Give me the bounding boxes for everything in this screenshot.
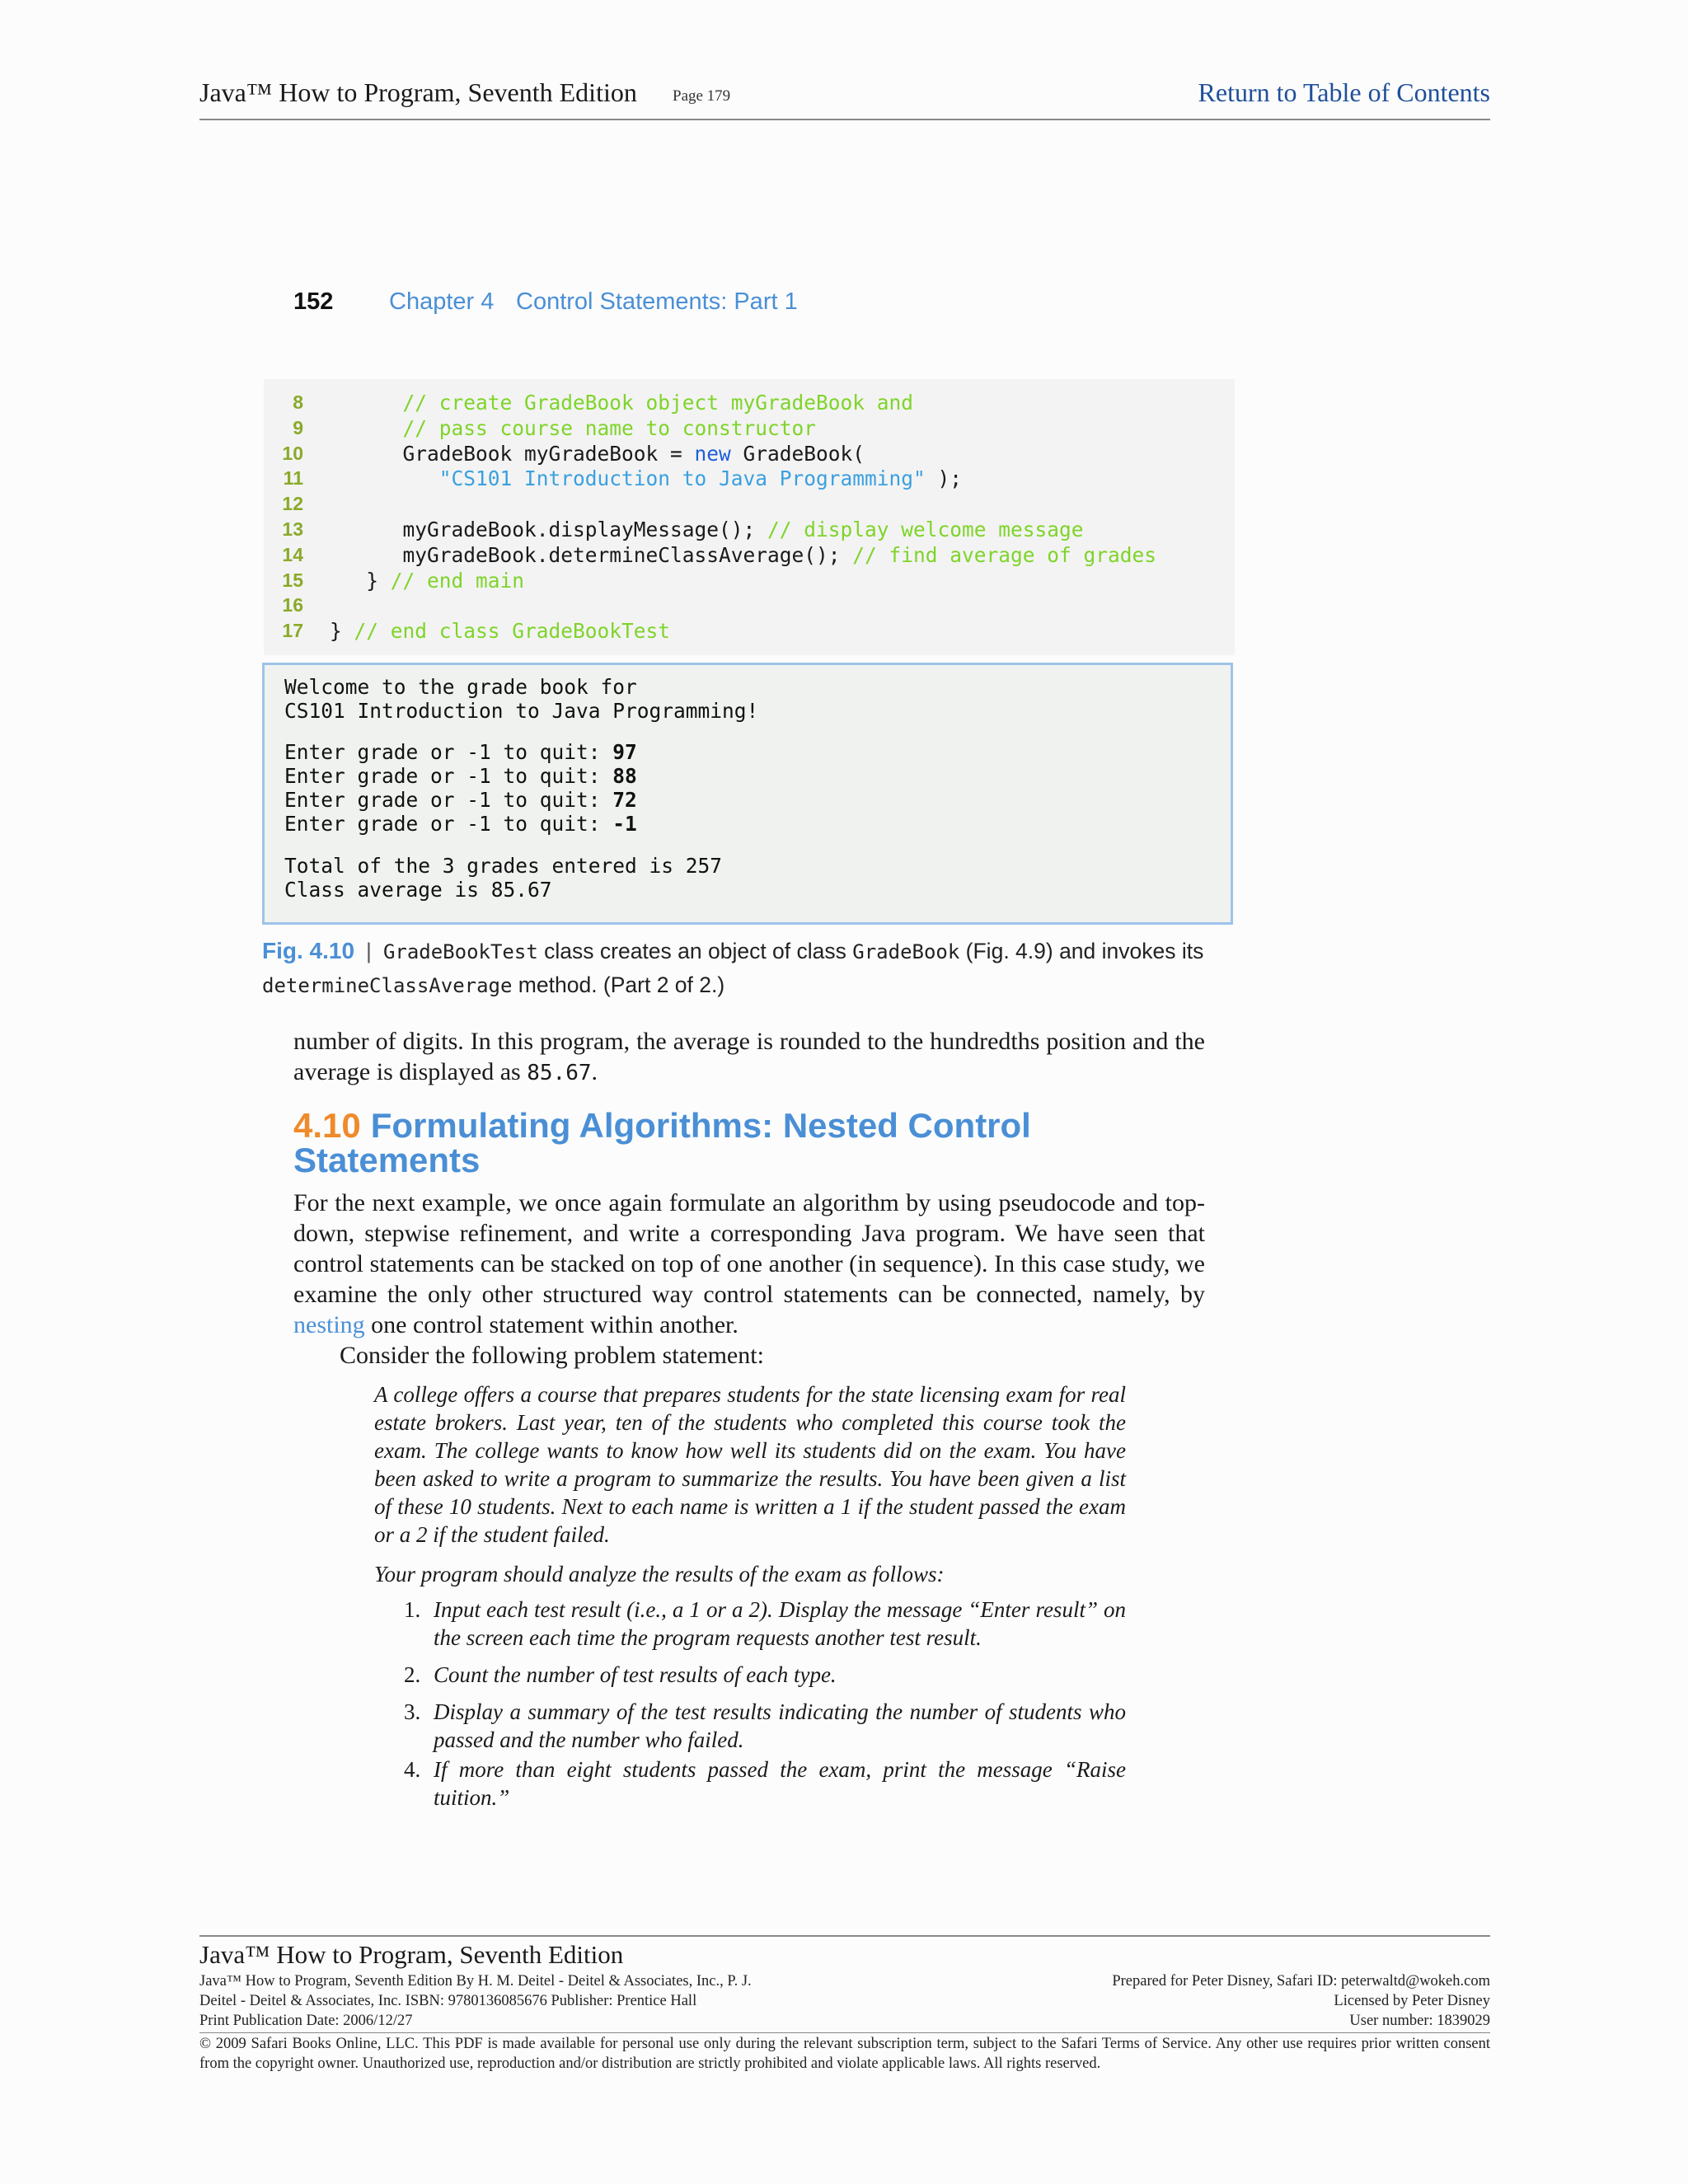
code-line: [264, 491, 1235, 517]
figure-label: Fig. 4.10: [262, 938, 355, 963]
code-comment: // create GradeBook object myGradeBook and: [402, 391, 914, 415]
code-line: [264, 466, 1235, 491]
user-input-value: 72: [612, 788, 637, 812]
chapter-title: Control Statements: Part 1: [516, 288, 798, 315]
problem-lead: Your program should analyze the results of the exam as follows:: [374, 1562, 945, 1586]
inline-code: 85.67: [527, 1061, 592, 1085]
term-nesting-link[interactable]: nesting: [293, 1311, 365, 1338]
code-token: }: [330, 568, 391, 593]
problem-list-item: [404, 1755, 1126, 1811]
footer-book-info: Java™ How to Program, Seventh Edition By H. M. Deitel - Deitel & Associates, Inc., P. J.: [199, 1973, 752, 1990]
code-string: "CS101 Introduction to Java Programming": [438, 466, 926, 491]
code-text: [330, 441, 865, 466]
caption-method-name: determineClassAverage: [262, 974, 513, 997]
problem-statement: A college offers a course that prepares students for the state licensing exam for real estate brokers. Last year, ten of the students who completed this course took the exam. The college wants to know how well its students did on the exam. You have been asked to write a program to summarize the results. You have been given a list of these 10 students. Next to each name is written a 1 if the student passed the exam or a 2 if the student failed.: [374, 1382, 1126, 1547]
output-text: Enter grade or -1 to quit:: [284, 812, 613, 836]
line-number: 13: [282, 518, 303, 540]
paragraph-nesting: [293, 1188, 1205, 1340]
footer-publication-date: Print Publication Date: 2006/12/27: [199, 2013, 413, 2029]
code-text: [330, 542, 1156, 568]
output-text: Enter grade or -1 to quit:: [284, 740, 613, 764]
code-token: }: [330, 619, 354, 644]
output-line: [284, 812, 637, 836]
caption-text-2: (Fig. 4.9) and invokes its: [959, 939, 1204, 963]
footer-user-number: User number: 1839029: [1349, 2013, 1490, 2029]
output-line: [284, 854, 722, 878]
running-head: [293, 288, 1282, 325]
code-comment: // end main: [390, 568, 525, 593]
code-text: [330, 390, 913, 415]
problem-list-item: [404, 1698, 1126, 1754]
footer-divider: [199, 2032, 1490, 2033]
paragraph-average: [293, 1026, 1205, 1089]
user-input-value: 97: [612, 740, 637, 764]
program-output: [262, 663, 1233, 925]
code-comment: // find average of grades: [852, 542, 1157, 567]
code-line: [264, 441, 1235, 466]
footer-title: Java™ How to Program, Seventh Edition: [199, 1940, 624, 1969]
page-header: [199, 73, 1490, 120]
output-line: [284, 764, 637, 788]
caption-text-3: method. (Part 2 of 2.): [512, 972, 725, 997]
code-token: GradeBook myGradeBook =: [330, 441, 695, 466]
code-token: GradeBook(: [730, 441, 865, 466]
output-line: [284, 788, 637, 812]
line-number: 10: [282, 442, 303, 464]
output-text: Class average is 85.67: [284, 878, 552, 902]
code-keyword: new: [694, 441, 731, 466]
code-comment: // pass course name to constructor: [402, 415, 817, 440]
code-text: [330, 517, 1084, 542]
code-text: [330, 415, 816, 441]
problem-list-item: [404, 1596, 1126, 1652]
output-text: CS101 Introduction to Java Programming!: [284, 699, 759, 723]
list-item-text: Count the number of test results of each type.: [434, 1662, 837, 1687]
list-item-text: If more than eight students passed the exam, print the message “Raise tuition.”: [434, 1757, 1126, 1810]
list-item-text: Display a summary of the test results indicating the number of students who passed and the number who failed.: [434, 1699, 1126, 1752]
output-line: [284, 878, 552, 902]
page-footer: [199, 1935, 1490, 2072]
line-number: 12: [282, 493, 303, 515]
code-text: [330, 466, 962, 491]
code-line: [264, 542, 1235, 568]
list-item-number: 2.: [404, 1662, 421, 1687]
list-item-text: Input each test result (i.e., a 1 or a 2). Display the message “Enter result” on the screen each time the program requests another test result.: [434, 1597, 1126, 1650]
line-number: 16: [282, 594, 303, 616]
code-comment: // display welcome message: [767, 518, 1084, 541]
output-line: [284, 675, 637, 699]
line-number: 17: [282, 620, 303, 642]
caption-class-name: GradeBookTest: [382, 940, 538, 963]
problem-list-item: [404, 1661, 1126, 1689]
list-item-number: 4.: [404, 1757, 421, 1782]
code-text: [330, 618, 670, 644]
line-number: 11: [283, 467, 303, 490]
code-token: [330, 466, 439, 490]
code-line: [264, 415, 1235, 441]
page-number: 152: [293, 288, 334, 315]
code-token: myGradeBook.displayMessage();: [330, 518, 768, 541]
paragraph-end: .: [591, 1058, 598, 1085]
list-item-number: 3.: [404, 1699, 421, 1724]
code-line: [264, 593, 1235, 618]
code-token: [330, 416, 403, 440]
line-number: 14: [282, 543, 303, 565]
figure-caption: [262, 935, 1235, 1002]
output-text: Enter grade or -1 to quit:: [284, 788, 613, 812]
page-label: Page 179: [673, 87, 731, 105]
code-token: myGradeBook.determineClassAverage();: [330, 542, 853, 567]
paragraph-text: number of digits. In this program, the average is rounded to the hundredths position and the average is displayed as: [293, 1028, 1205, 1085]
user-input-value: -1: [612, 812, 637, 836]
code-line: [264, 390, 1235, 415]
code-line: [264, 618, 1235, 644]
section-number: 4.10: [293, 1106, 361, 1145]
code-token: [330, 391, 403, 415]
paragraph-consider: Consider the following problem statement:: [340, 1342, 764, 1369]
footer-isbn-info: Deitel - Deitel & Associates, Inc. ISBN: 9780136085676 Publisher: Prentice Hall: [199, 1993, 697, 2009]
line-number: 8: [293, 391, 303, 413]
section-heading: [293, 1108, 1200, 1178]
code-line: [264, 568, 1235, 593]
output-text: Welcome to the grade book for: [284, 675, 637, 699]
user-input-value: 88: [612, 764, 637, 788]
list-item-number: 1.: [404, 1597, 421, 1622]
code-text: [330, 568, 524, 593]
output-line: [284, 699, 758, 723]
output-text: Enter grade or -1 to quit:: [284, 764, 613, 788]
output-line: [284, 740, 637, 764]
footer-licensed-by: Licensed by Peter Disney: [1334, 1993, 1490, 2009]
code-line: [264, 517, 1235, 542]
code-token: );: [925, 466, 963, 491]
section-title: Formulating Algorithms: Nested Control Statements: [293, 1106, 1031, 1179]
caption-text: class creates an object of class: [537, 939, 853, 963]
caption-class-name-2: GradeBook: [852, 940, 960, 963]
chapter-label: Chapter 4: [389, 288, 495, 315]
footer-prepared-for: Prepared for Peter Disney, Safari ID: peterwaltd@wokeh.com: [1112, 1973, 1490, 1990]
caption-separator: |: [366, 939, 372, 963]
paragraph-text: For the next example, we once again formulate an algorithm by using pseudocode and top-down, stepwise refinement, and write a corresponding Java program. We have seen that control statements can be stacked on top of one another (in sequence). In this case study, we examine the only other structured way control statements can be connected, namely, by: [293, 1189, 1205, 1308]
toc-link[interactable]: Return to Table of Contents: [1198, 77, 1490, 107]
paragraph-text-end: one control statement within another.: [364, 1311, 738, 1338]
line-number: 9: [293, 416, 303, 438]
book-title: Java™ How to Program, Seventh Edition: [199, 77, 637, 107]
code-listing: [264, 379, 1235, 655]
output-text: Total of the 3 grades entered is 257: [284, 854, 723, 878]
code-comment: // end class GradeBookTest: [354, 619, 671, 644]
footer-copyright: © 2009 Safari Books Online, LLC. This PDF is made available for personal use only during the relevant subscription term, subject to the Safari Terms of Service. Any other use requires prior written consent from the copyright owner. Unauthorized use, reproduction and/or distribution are strictly prohibited and violate applicable laws. All rights reserved.: [199, 2036, 1490, 2072]
line-number: 15: [282, 569, 303, 591]
